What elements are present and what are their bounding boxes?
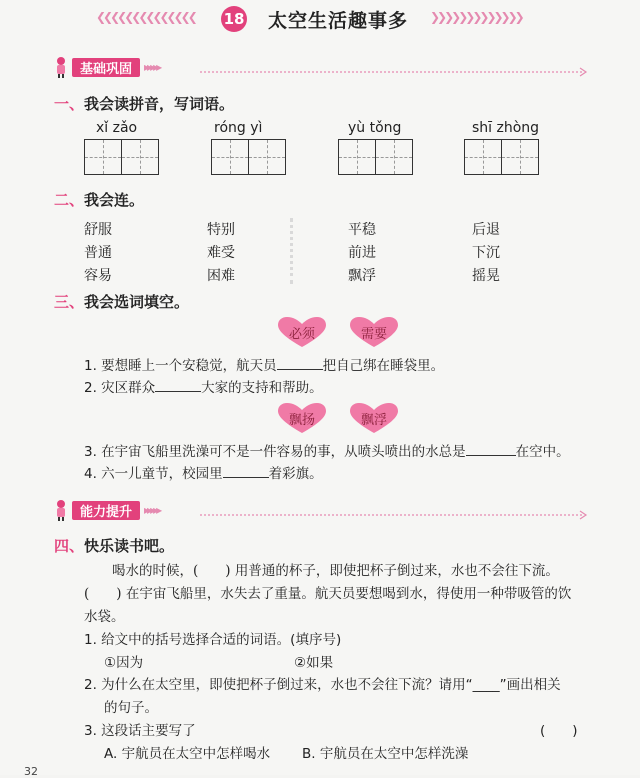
sentence-4 [84, 462, 323, 482]
question-number: 三、 [54, 293, 85, 311]
sentence-text: 2. 灾区群众 [84, 380, 156, 396]
question-1 [54, 93, 234, 114]
chevrons-icon: ▸▸▸▸▸ [144, 503, 160, 517]
question-number: 一、 [54, 95, 85, 113]
sentence-2 [84, 376, 323, 396]
heart-word-4 [348, 402, 400, 434]
sentence-text: 大家的支持和帮助。 [201, 380, 323, 396]
question-number: 四、 [54, 537, 85, 555]
sentence-1 [84, 354, 444, 374]
word-column-4 [472, 219, 500, 288]
heart-label: 飘扬 [288, 412, 315, 428]
question-text: 我会读拼音，写词语。 [84, 95, 235, 113]
sentence-text: 着彩旗。 [268, 466, 323, 482]
sub-question-1: 1. 给文中的括号选择合适的词语。(填序号) [84, 632, 342, 648]
sub-question-2-cont: 的句子。 [104, 700, 158, 716]
question-2 [54, 189, 144, 210]
lesson-number: 18 [223, 10, 245, 28]
heart-word-1 [276, 316, 328, 348]
answer-blank[interactable] [277, 356, 323, 371]
word[interactable]: 后退 [472, 222, 500, 238]
question-text: 快乐读书吧。 [84, 537, 175, 555]
sentence-text: 把自己绑在睡袋里。 [322, 358, 445, 374]
pinyin-3: yù tǒng [348, 120, 402, 136]
girl-icon [54, 499, 68, 521]
writing-grid-4[interactable] [464, 139, 539, 175]
section-badge: 能力提升 [72, 501, 140, 520]
heart-word-3 [276, 402, 328, 434]
question-text: 我会选词填空。 [84, 293, 190, 311]
lesson-number-badge [221, 6, 247, 32]
word[interactable]: 特别 [207, 222, 235, 238]
word[interactable]: 困难 [207, 268, 235, 284]
girl-icon [54, 56, 68, 78]
answer-blank[interactable] [466, 442, 516, 457]
pinyin-2: róng yì [214, 120, 263, 136]
reading-line-2: ( ) 在宇宙飞船里，水失去了重量。航天员要想喝到水，得使用一种带吸管的饮 [84, 586, 572, 602]
lesson-title: 太空生活趣事多 [268, 10, 409, 32]
title-decoration-left: ❮❮❮❮❮❮❮❮❮❮❮❮❮❮ [96, 10, 195, 24]
word[interactable]: 飘浮 [348, 268, 376, 284]
answer-blank[interactable] [223, 464, 269, 479]
reading-line-1: 喝水的时候，( ) 用普通的杯子，即使把杯子倒过来，水也不会往下流。 [112, 563, 559, 579]
section-divider [140, 507, 590, 523]
heart-label: 需要 [360, 326, 387, 342]
page-number: 32 [24, 765, 38, 778]
option-1[interactable]: ①因为 [104, 655, 144, 671]
pinyin-1: xǐ zǎo [96, 120, 138, 136]
word[interactable]: 平稳 [348, 222, 376, 238]
writing-grid-1[interactable] [84, 139, 159, 175]
sentence-text: 3. 在宇宙飞船里洗澡可不是一件容易的事，从喷头喷出的水总是 [84, 444, 466, 460]
word[interactable]: 容易 [84, 268, 112, 284]
word[interactable]: 下沉 [472, 245, 500, 261]
word[interactable]: 舒服 [84, 222, 112, 238]
section-divider [140, 64, 590, 80]
column-divider [290, 218, 297, 284]
title-decoration-right: ❯❯❯❯❯❯❯❯❯❯❯❯❯ [430, 10, 522, 24]
heart-label: 飘浮 [360, 412, 387, 428]
sub-question-3: 3. 这段话主要写了 [84, 723, 196, 739]
chevrons-icon: ▸▸▸▸▸ [144, 60, 160, 74]
question-number: 二、 [54, 191, 85, 209]
option-2[interactable]: ②如果 [294, 655, 334, 671]
question-text: 我会连。 [84, 191, 145, 209]
option-a[interactable]: A. 宇航员在太空中怎样喝水 [104, 746, 271, 762]
sub-question-2: 2. 为什么在太空里，即使把杯子倒过来，水也不会往下流？请用“____”画出相关 [84, 677, 561, 693]
word[interactable]: 普通 [84, 245, 112, 261]
reading-line-3: 水袋。 [84, 609, 125, 625]
question-3 [54, 291, 189, 312]
word-column-2 [207, 219, 235, 288]
word-column-1 [84, 219, 112, 288]
sentence-text: 在空中。 [515, 444, 570, 460]
word-column-3 [348, 219, 376, 288]
question-4 [54, 535, 174, 556]
answer-paren[interactable]: ( ) [540, 723, 578, 739]
word[interactable]: 难受 [207, 245, 235, 261]
pinyin-4: shī zhòng [472, 120, 540, 136]
sentence-text: 4. 六一儿童节，校园里 [84, 466, 223, 482]
answer-blank[interactable] [155, 378, 201, 393]
section-badge: 基础巩固 [72, 58, 140, 77]
heart-label: 必须 [288, 326, 315, 342]
heart-word-2 [348, 316, 400, 348]
sentence-3 [84, 440, 570, 460]
word[interactable]: 摇晃 [472, 268, 500, 284]
writing-grid-3[interactable] [338, 139, 413, 175]
word[interactable]: 前进 [348, 245, 376, 261]
option-b[interactable]: B. 宇航员在太空中怎样洗澡 [302, 746, 469, 762]
writing-grid-2[interactable] [211, 139, 286, 175]
sentence-text: 1. 要想睡上一个安稳觉，航天员 [84, 358, 277, 374]
